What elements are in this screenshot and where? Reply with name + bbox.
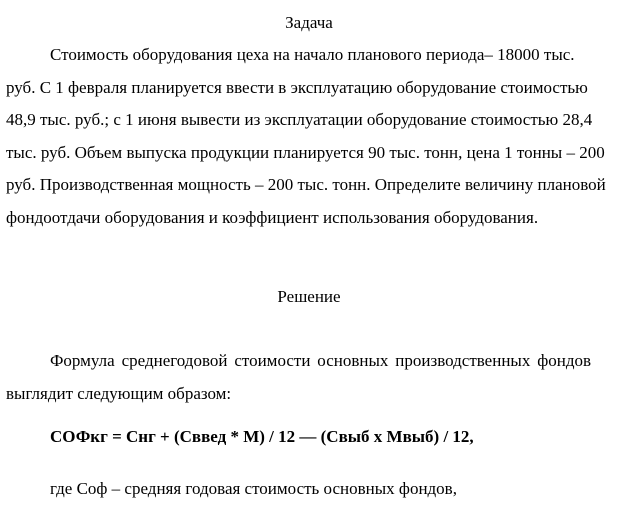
formula-intro-paragraph: Формула среднегодовой стоимости основных производственных фондов выглядит следующим образом: — [6, 351, 591, 403]
task-heading: Задача — [285, 13, 333, 32]
formula-line: СОФкг = Снг + (Сввед * М) / 12 — (Свыб х Мвыб) / 12, — [50, 427, 474, 446]
solution-heading: Решение — [277, 287, 341, 306]
formula-legend-line: где Соф – средняя годовая стоимость основных фондов, — [50, 479, 457, 498]
problem-statement: Стоимость оборудования цеха на начало планового периода– 18000 тыс. руб. С 1 февраля планируется ввести в эксплуатацию оборудование стоимостью 48,9 тыс. руб.; с 1 июня вывести из эксплуатации оборудование стоимостью 28,4 тыс. руб. Объем выпуска продукции планируется 90 тыс. тонн, цена 1 тонны – 200 руб. Производственная мощность – 200 тыс. тонн. Определите величину плановой фондоотдачи оборудования и коэффициент использования оборудования. — [6, 45, 606, 227]
